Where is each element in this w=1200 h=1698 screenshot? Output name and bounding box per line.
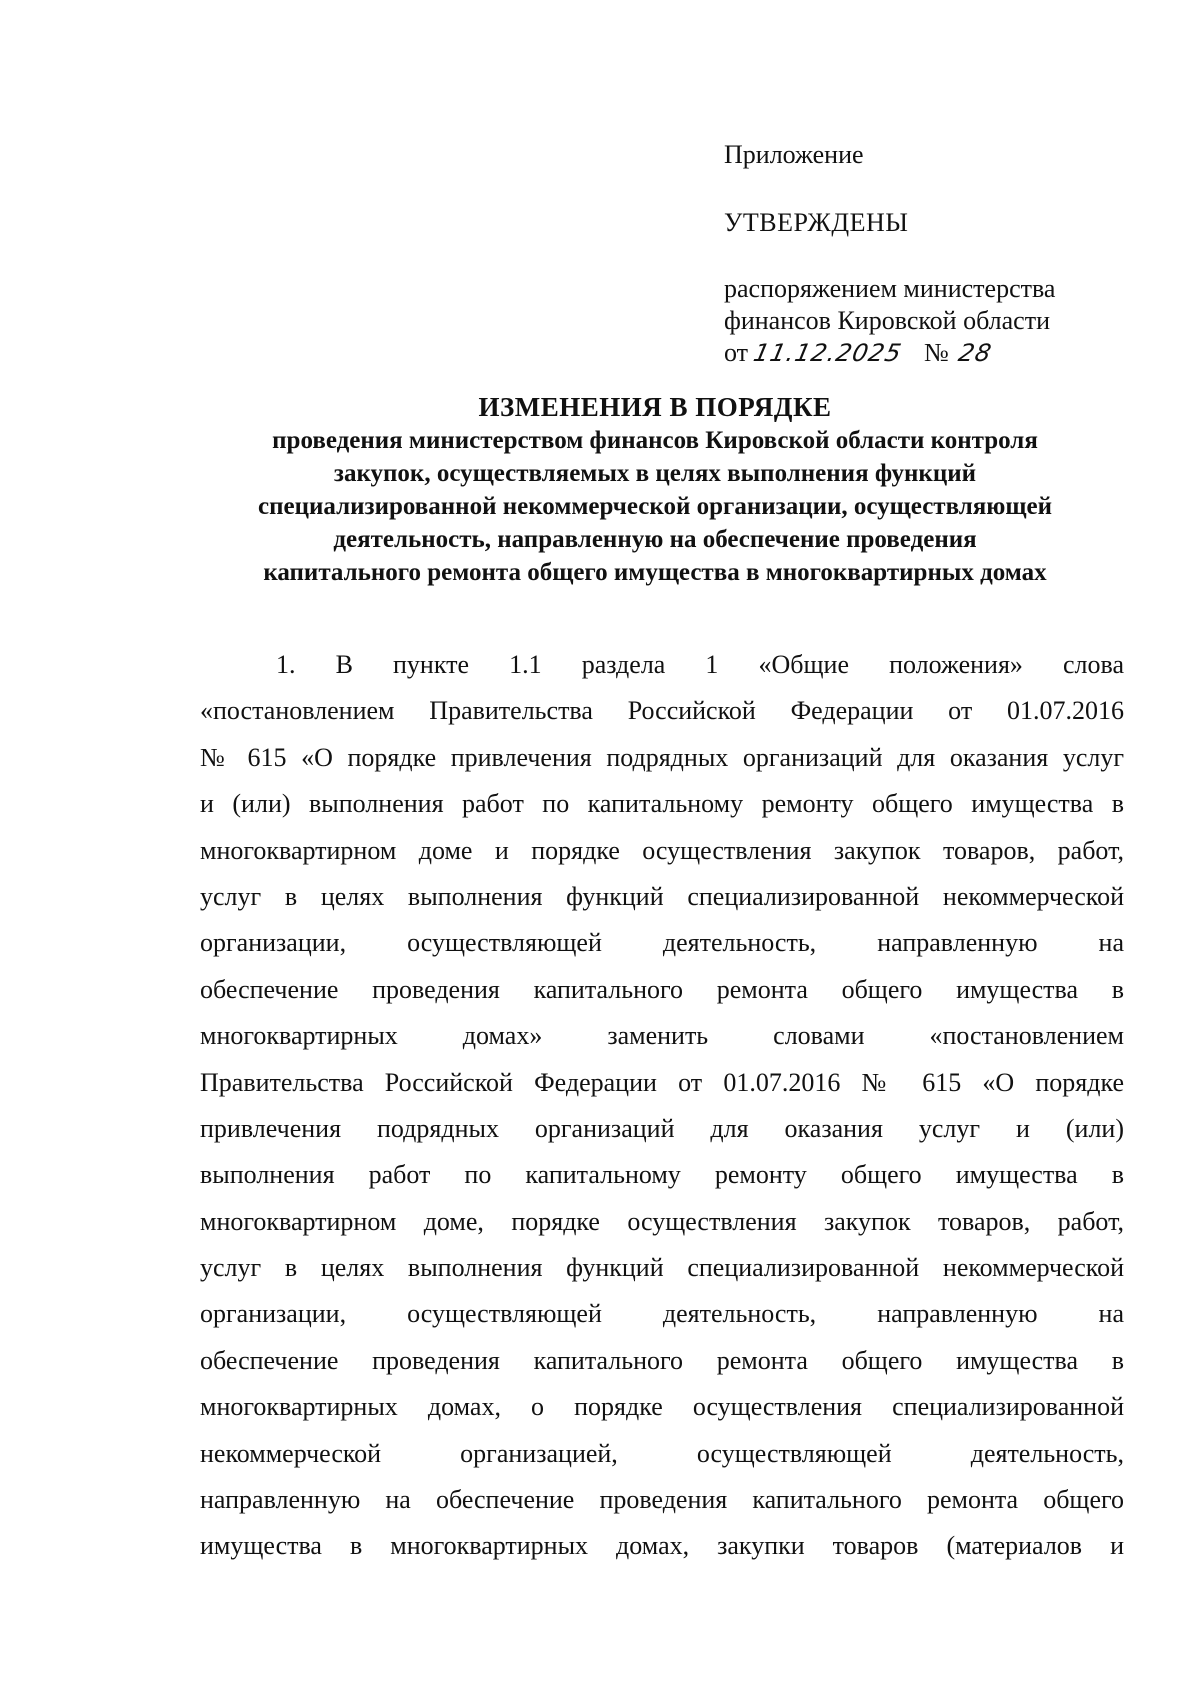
body-line: имущества в многоквартирных домах, закупки товаров (материалов и [200, 1531, 1124, 1561]
handwritten-number: 28 [955, 339, 995, 367]
date-prefix: от [724, 338, 749, 367]
document-title [190, 390, 1120, 589]
body-line: 1. В пункте 1.1 раздела 1 «Общие положения» слова [276, 650, 1124, 679]
order-reference [724, 273, 1144, 369]
title-line: проведения министерством финансов Кировской области контроля [272, 427, 1038, 454]
order-line-2: финансов Кировской области [724, 306, 1051, 335]
body-line: организации, осуществляющей деятельность, направленную на [200, 928, 1124, 958]
order-line-1: распоряжением министерства [724, 274, 1056, 303]
approval-block [724, 138, 1144, 369]
body-line: услуг в целях выполнения функций специализированной некоммерческой [200, 881, 1124, 911]
number-label: № [924, 338, 949, 367]
body-line: многоквартирном доме, порядке осуществления закупок товаров, работ, [200, 1206, 1124, 1236]
title-line: закупок, осуществляемых в целях выполнения функций [333, 460, 977, 487]
body-line: привлечения подрядных организаций для оказания услуг и (или) [200, 1113, 1124, 1143]
body-line: многоквартирных домах» заменить словами «постановлением [200, 1021, 1124, 1051]
title-line: специализированной некоммерческой организации, осуществляющей [257, 493, 1053, 520]
title-heading: ИЗМЕНЕНИЯ В ПОРЯДКЕ [478, 392, 832, 422]
body-line: направленную на обеспечение проведения капитального ремонта общего [200, 1485, 1124, 1515]
body-line: Правительства Российской Федерации от 01.07.2016 № 615 «О порядке [200, 1067, 1124, 1097]
body-line: услуг в целях выполнения функций специализированной некоммерческой [200, 1253, 1124, 1283]
appendix-label: Приложение [724, 140, 864, 169]
body-line: некоммерческой организацией, осуществляющей деятельность, [200, 1438, 1124, 1468]
body-line: многоквартирных домах, о порядке осуществления специализированной [200, 1392, 1124, 1422]
title-line: капитального ремонта общего имущества в многоквартирных домах [263, 559, 1047, 586]
body-line: многоквартирном доме и порядке осуществления закупок товаров, работ, [200, 835, 1124, 865]
approved-label: УТВЕРЖДЕНЫ [724, 208, 909, 237]
body-paragraph [200, 642, 1124, 1570]
body-line: обеспечение проведения капитального ремонта общего имущества в [200, 974, 1124, 1004]
body-line: выполнения работ по капитальному ремонту общего имущества в [200, 1160, 1124, 1190]
body-line: организации, осуществляющей деятельность, направленную на [200, 1299, 1124, 1329]
body-line: № 615 «О порядке привлечения подрядных организаций для оказания услуг [200, 742, 1124, 772]
body-line: «постановлением Правительства Российской Федерации от 01.07.2016 [200, 696, 1124, 726]
order-date-line [724, 337, 1144, 369]
handwritten-date: 11.12.2025 [751, 339, 905, 367]
title-line: деятельность, направленную на обеспечение проведения [333, 526, 977, 553]
body-line: обеспечение проведения капитального ремонта общего имущества в [200, 1345, 1124, 1375]
body-line: и (или) выполнения работ по капитальному ремонту общего имущества в [200, 789, 1124, 819]
